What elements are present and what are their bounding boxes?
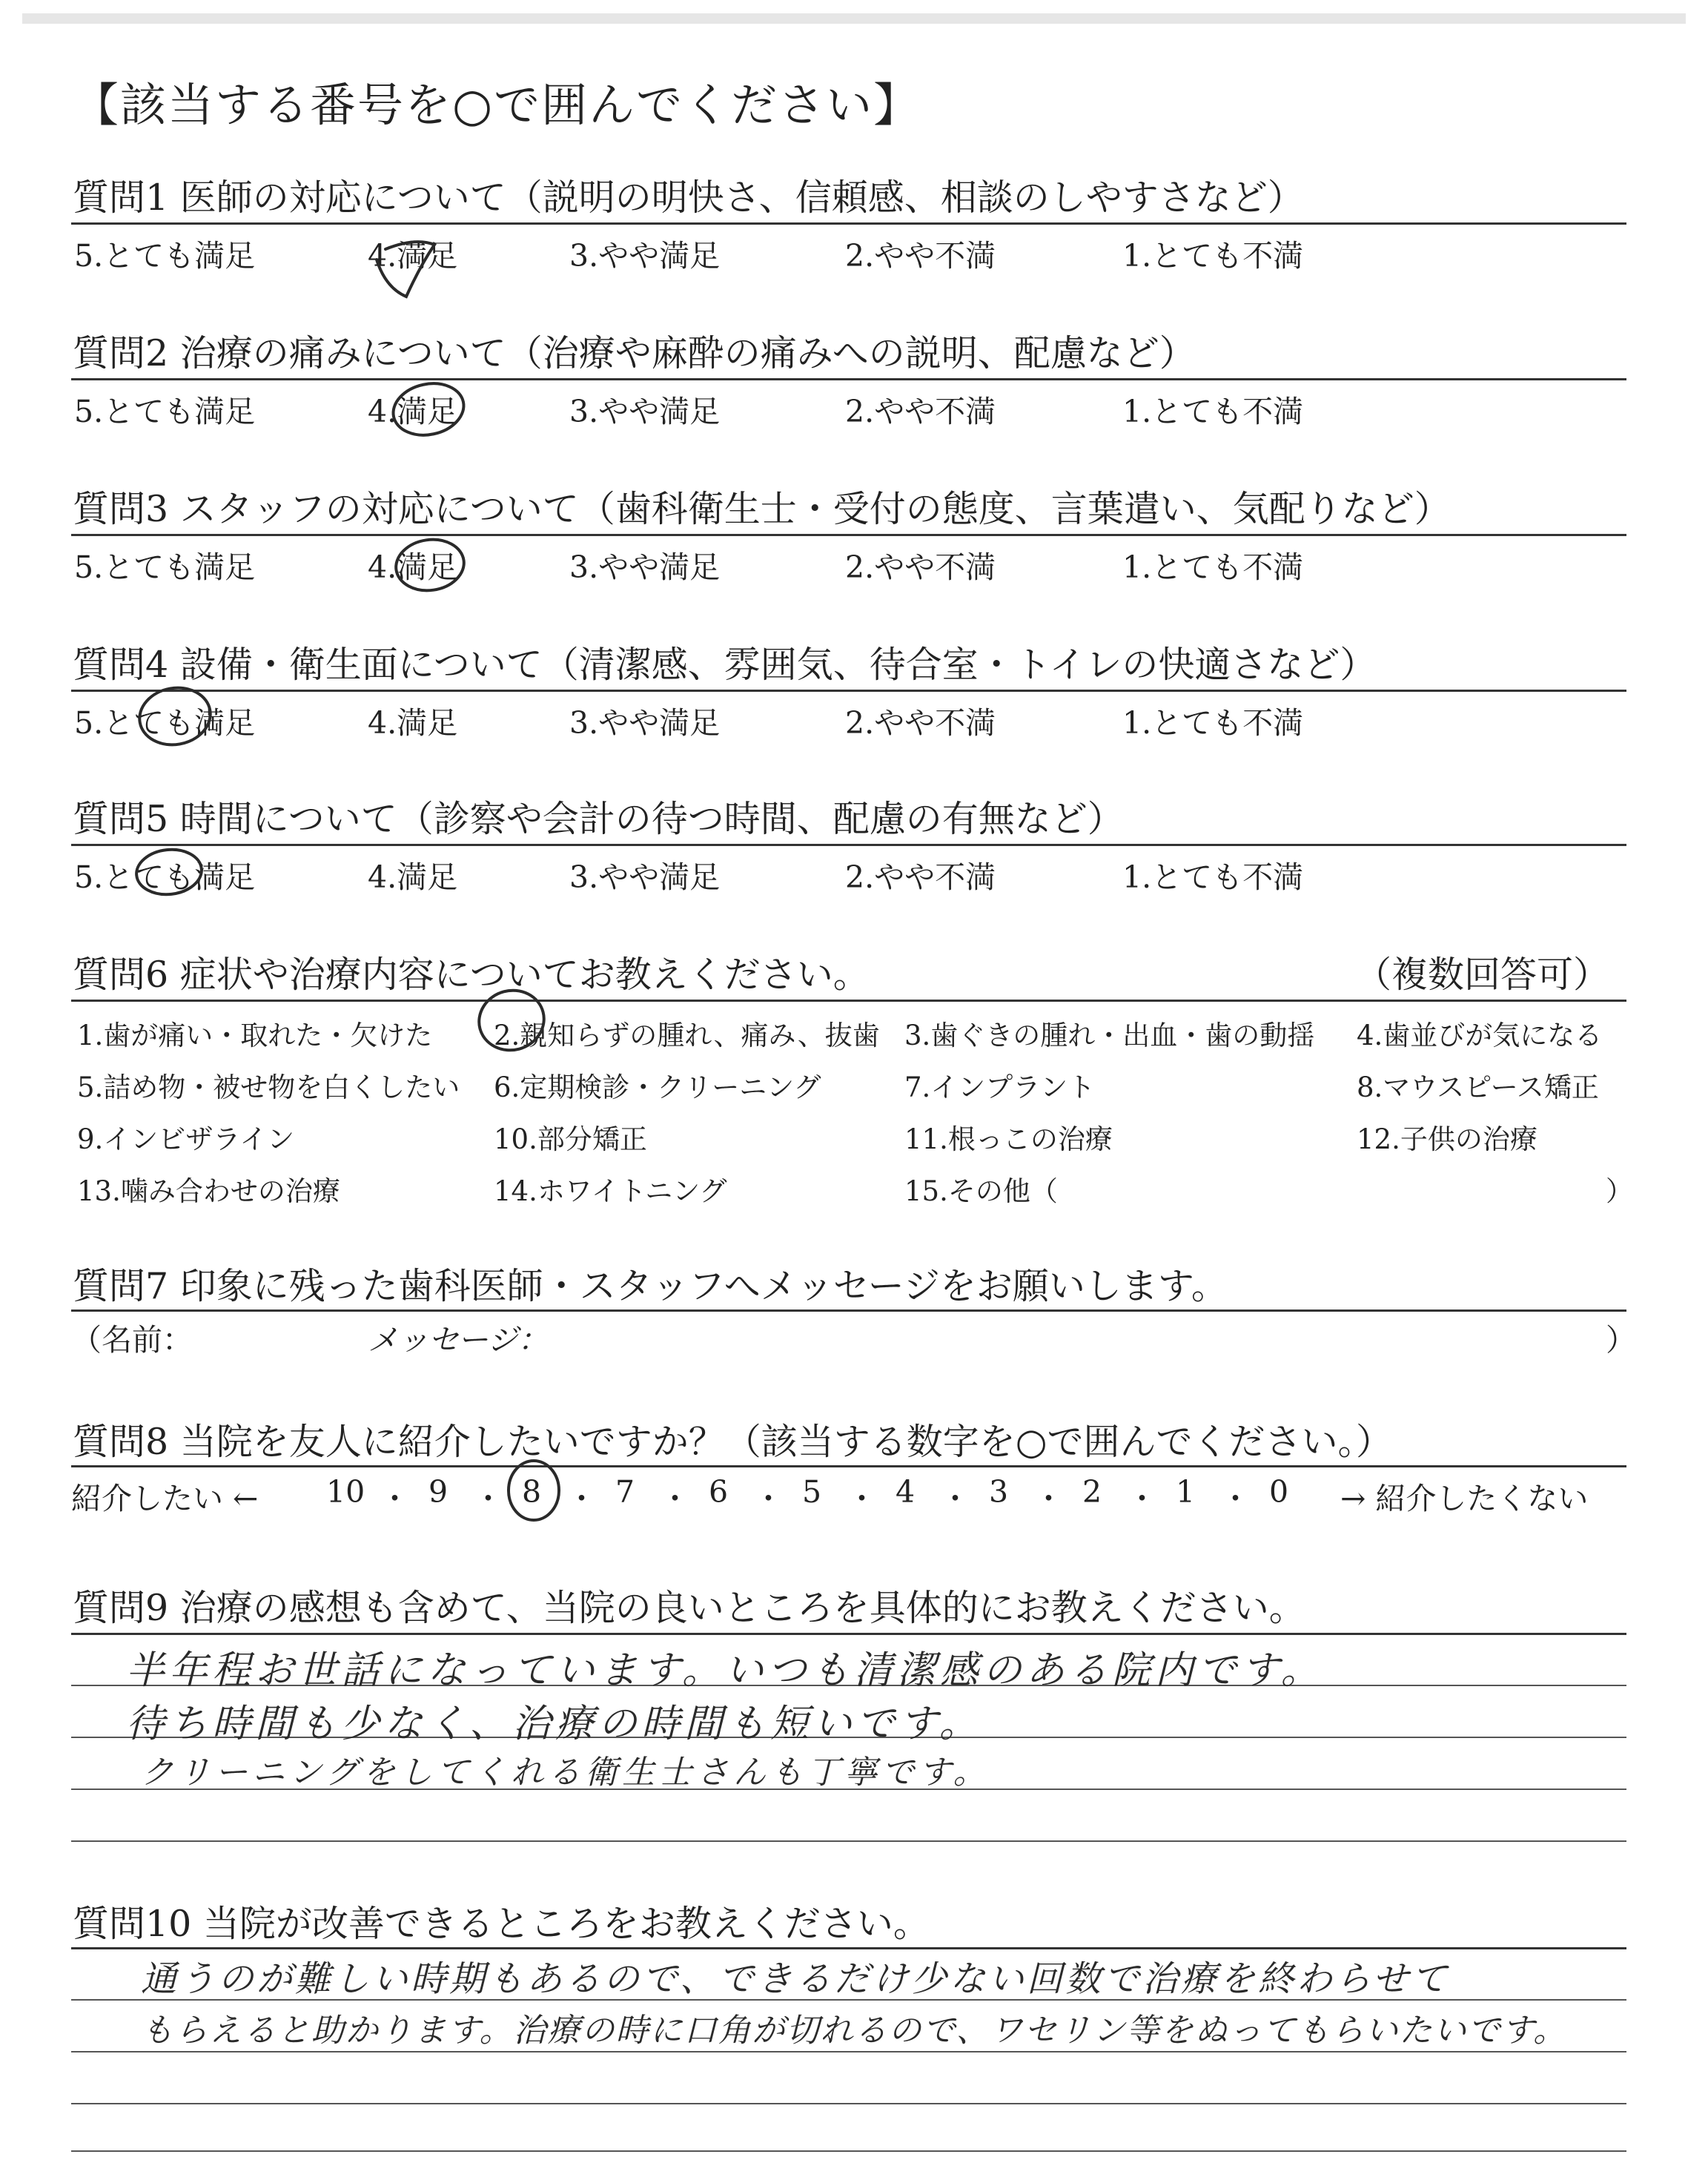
q4-option-1[interactable]: 1.とても不満 [1122, 705, 1304, 741]
q9-handwritten-2: 待ち時間も少なく、治療の時間も短いです。 [126, 1702, 982, 1746]
q6-option-7[interactable]: 7.インプラント [904, 1071, 1096, 1103]
question-1-rule [71, 222, 1626, 225]
q3-option-5[interactable]: 5.とても満足 [74, 549, 256, 585]
q3-option-1[interactable]: 1.とても不満 [1122, 549, 1304, 585]
q6-option-15[interactable]: 15.その他（ [904, 1175, 1058, 1207]
q2-option-5[interactable]: 5.とても満足 [74, 394, 256, 429]
q8-scale-separator: ・ [753, 1481, 784, 1516]
question-4-rule [71, 690, 1626, 692]
question-5-rule [71, 844, 1626, 846]
q4-option-5[interactable]: 5.とても満足 [74, 705, 256, 741]
question-3-rule [71, 534, 1626, 536]
q8-scale-separator: ・ [660, 1481, 690, 1516]
q2-option-3[interactable]: 3.やや満足 [569, 394, 721, 429]
q8-scale-1[interactable]: 1 [1176, 1474, 1196, 1510]
question-9-rule [71, 1633, 1626, 1635]
q7-close-paren: ） [1606, 1322, 1636, 1358]
q8-scale-separator: ・ [1127, 1481, 1157, 1516]
q8-scale-2[interactable]: 2 [1082, 1474, 1102, 1510]
question-10-rule [71, 1947, 1626, 1949]
q10-answer-line-4 [71, 2150, 1626, 2152]
q8-scale-3[interactable]: 3 [989, 1474, 1009, 1510]
q10-answer-line-2 [71, 2051, 1626, 2052]
q5-option-3[interactable]: 3.やや満足 [569, 859, 721, 895]
q8-scale-0[interactable]: 0 [1269, 1474, 1289, 1510]
q10-answer-line-3 [71, 2103, 1626, 2104]
q8-scale-separator: ・ [566, 1481, 597, 1516]
question-2-rule [71, 378, 1626, 380]
q6-option-14[interactable]: 14.ホワイトニング [494, 1175, 727, 1207]
q8-scale-separator: ・ [380, 1481, 410, 1516]
q6-option-6[interactable]: 6.定期検診・クリーニング [494, 1071, 821, 1103]
q4-option-3[interactable]: 3.やや満足 [569, 705, 721, 741]
q10-handwritten-2: もらえると助かります。治療の時に口角が切れるので、ワセリン等をぬってもらいたいです。 [141, 2012, 1568, 2050]
q4-option-4[interactable]: 4.満足 [368, 705, 458, 741]
question-6-multi-note: （複数回答可） [1355, 954, 1610, 996]
question-6: 質問6 症状や治療内容についてお教えください。 [73, 954, 870, 996]
q6-option-1[interactable]: 1.歯が痛い・取れた・欠けた [77, 1020, 433, 1051]
question-7-rule [71, 1309, 1626, 1312]
q2-option-1[interactable]: 1.とても不満 [1122, 394, 1304, 429]
question-10: 質問10 当院が改善できるところをお教えください。 [73, 1903, 930, 1945]
q3-option-4[interactable]: 4.満足 [368, 549, 458, 585]
q6-option-12[interactable]: 12.子供の治療 [1357, 1123, 1537, 1155]
q9-handwritten-1: 半年程お世話になっています。いつも清潔感のある院内です。 [126, 1648, 1324, 1693]
q3-option-3[interactable]: 3.やや満足 [569, 549, 721, 585]
q6-option-13[interactable]: 13.噛み合わせの治療 [77, 1175, 340, 1207]
question-3: 質問3 スタッフの対応について（歯科衛生士・受付の態度、言葉遣い、気配りなど） [73, 488, 1451, 530]
question-1: 質問1 医師の対応について（説明の明快さ、信頼感、相談のしやすさなど） [73, 176, 1304, 219]
q6-option-8[interactable]: 8.マウスピース矯正 [1357, 1071, 1599, 1103]
q8-scale-separator: ・ [1220, 1481, 1251, 1516]
q1-option-1[interactable]: 1.とても不満 [1122, 238, 1304, 274]
q8-scale-7[interactable]: 7 [615, 1474, 635, 1510]
q8-scale-6[interactable]: 6 [709, 1474, 729, 1510]
q8-scale-separator: ・ [473, 1481, 503, 1516]
scan-top-edge [22, 13, 1686, 24]
q2-option-2[interactable]: 2.やや不満 [845, 394, 996, 429]
q8-scale-10[interactable]: 10 [326, 1474, 365, 1510]
q8-scale-separator: ・ [847, 1481, 877, 1516]
q2-option-4[interactable]: 4.満足 [368, 394, 458, 429]
q5-option-2[interactable]: 2.やや不満 [845, 859, 996, 895]
q1-option-3[interactable]: 3.やや満足 [569, 238, 721, 274]
q1-option-2[interactable]: 2.やや不満 [845, 238, 996, 274]
q5-option-4[interactable]: 4.満足 [368, 859, 458, 895]
q8-scale-5[interactable]: 5 [802, 1474, 822, 1510]
q8-left-label: 紹介したい ← [71, 1481, 259, 1516]
q1-option-4[interactable]: 4.満足 [368, 238, 458, 274]
q6-option-3[interactable]: 3.歯ぐきの腫れ・出血・歯の動揺 [904, 1020, 1315, 1051]
q6-option-11[interactable]: 11.根っこの治療 [904, 1123, 1113, 1155]
q1-option-5[interactable]: 5.とても満足 [74, 238, 256, 274]
question-8: 質問8 当院を友人に紹介したいですか？（該当する数字を○で囲んでください。） [73, 1421, 1393, 1463]
question-7: 質問7 印象に残った歯科医師・スタッフへメッセージをお願いします。 [73, 1265, 1228, 1307]
q9-answer-line-4 [71, 1840, 1626, 1842]
q4-option-2[interactable]: 2.やや不満 [845, 705, 996, 741]
q6-option-10[interactable]: 10.部分矯正 [494, 1123, 647, 1155]
q6-option-9[interactable]: 9.インビザライン [77, 1123, 295, 1155]
question-9: 質問9 治療の感想も含めて、当院の良いところを具体的にお教えください。 [73, 1587, 1305, 1629]
q8-scale-4[interactable]: 4 [896, 1474, 916, 1510]
q7-message-label: メッセージ： [368, 1322, 549, 1358]
question-6-rule [71, 1000, 1626, 1002]
question-8-rule [71, 1465, 1626, 1467]
q6-option-5[interactable]: 5.詰め物・被せ物を白くしたい [77, 1071, 460, 1103]
q3-option-2[interactable]: 2.やや不満 [845, 549, 996, 585]
question-2: 質問2 治療の痛みについて（治療や麻酔の痛みへの説明、配慮など） [73, 332, 1196, 374]
question-5: 質問5 時間について（診察や会計の待つ時間、配慮の有無など） [73, 798, 1124, 840]
q10-handwritten-1: 通うのが難しい時期もあるので、できるだけ少ない回数で治療を終わらせて [141, 1958, 1450, 2000]
question-4: 質問4 設備・衛生面について（清潔感、雰囲気、待合室・トイレの快適さなど） [73, 644, 1377, 686]
q9-handwritten-3: クリーニングをしてくれる衛生士さんも丁寧です。 [141, 1754, 990, 1791]
q8-right-label: → 紹介したくない [1340, 1481, 1589, 1516]
q7-name-label: （名前： [71, 1322, 193, 1358]
q5-option-1[interactable]: 1.とても不満 [1122, 859, 1304, 895]
q8-scale-separator: ・ [940, 1481, 970, 1516]
q8-scale-9[interactable]: 9 [428, 1474, 448, 1510]
q6-option-4[interactable]: 4.歯並びが気になる [1357, 1020, 1603, 1051]
q6-option-2[interactable]: 2.親知らずの腫れ、痛み、抜歯 [494, 1020, 880, 1051]
q6-other-close-paren: ） [1606, 1175, 1633, 1207]
q8-scale-separator: ・ [1033, 1481, 1064, 1516]
q8-scale-8[interactable]: 8 [522, 1474, 542, 1510]
q5-option-5[interactable]: 5.とても満足 [74, 859, 256, 895]
page-title: 【該当する番号を○で囲んでください】 [73, 78, 921, 132]
